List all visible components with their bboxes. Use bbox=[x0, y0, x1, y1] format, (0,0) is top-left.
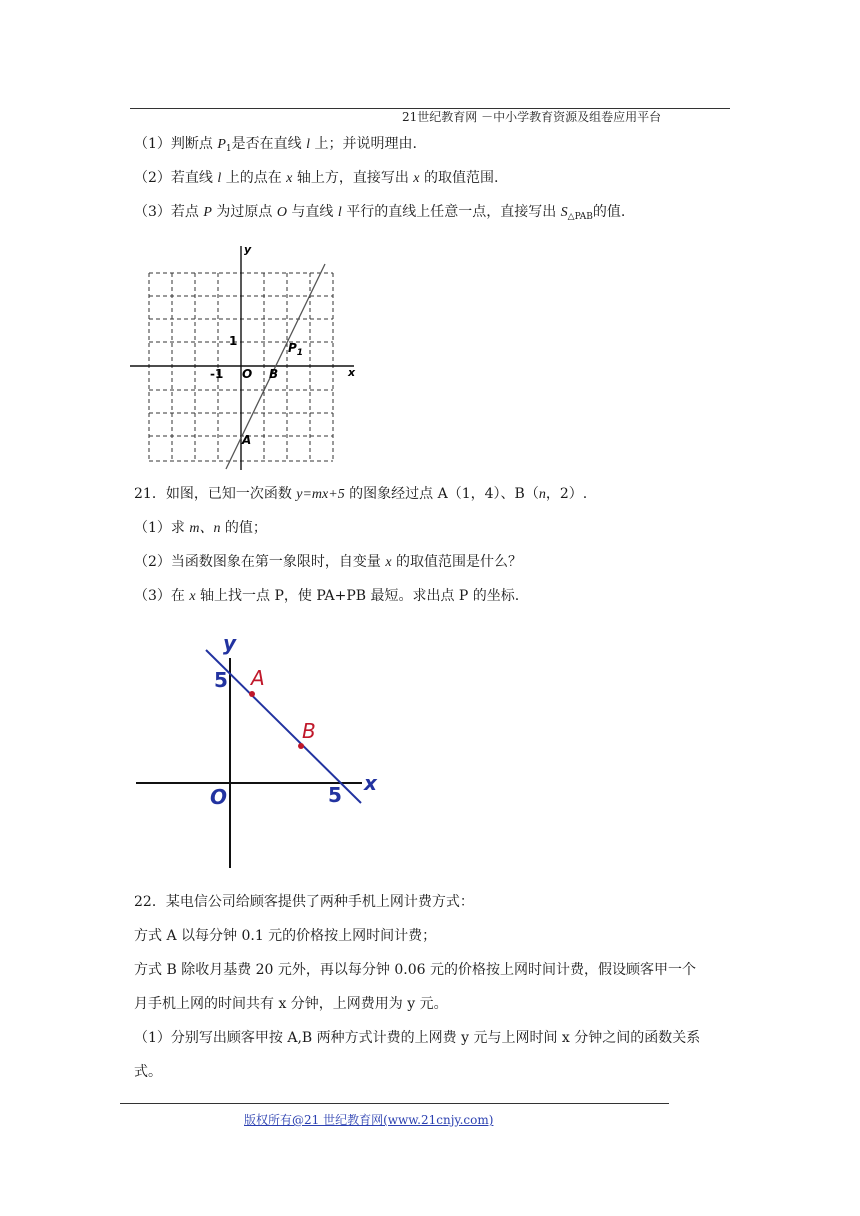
var-x: x bbox=[189, 589, 196, 604]
footer-copyright-link[interactable]: 版权所有@21 世纪教育网(www.21cnjy.com) bbox=[244, 1113, 494, 1127]
text: （1）判断点 bbox=[134, 136, 218, 152]
q22-part1-line1: （1）分别写出顾客甲按 A,B 两种方式计费的上网费 y 元与上网时间 x 分钟之间的函数关系 bbox=[134, 1030, 701, 1046]
q22-mode-b-line1: 方式 B 除收月基费 20 元外，再以每分钟 0.06 元的价格按上网时间计费，假设顾客甲一个 bbox=[134, 962, 696, 978]
subscript: 1 bbox=[225, 144, 232, 154]
header-title: 21世纪教育网 －中小学教育资源及组卷应用平台 bbox=[402, 110, 662, 124]
label-one: 1 bbox=[229, 334, 238, 348]
q22-mode-a: 方式 A 以每分钟 0.1 元的价格按上网时间计费； bbox=[134, 928, 437, 944]
text: （1）求 bbox=[134, 520, 190, 536]
q22-mode-b-line2: 月手机上网的时间共有 x 分钟，上网费用为 y 元。 bbox=[134, 996, 448, 1012]
var-p: P bbox=[217, 137, 226, 152]
text: 是否在直线 bbox=[231, 136, 307, 152]
var-x: x bbox=[286, 171, 293, 186]
text: （3）若点 bbox=[134, 204, 204, 220]
text: 的值； bbox=[220, 520, 267, 536]
text: 上；并说明理由. bbox=[310, 136, 417, 152]
figure-linear-function bbox=[130, 628, 390, 872]
q21-part3 bbox=[134, 586, 519, 607]
label-a: A bbox=[242, 433, 252, 447]
var-s: S bbox=[560, 205, 568, 220]
label-b: B bbox=[269, 367, 279, 381]
label-five-x: 5 bbox=[328, 783, 342, 807]
q20-part1 bbox=[134, 134, 417, 159]
q22-stem: 22．某电信公司给顾客提供了两种手机上网计费方式： bbox=[134, 894, 474, 910]
text: （3）在 bbox=[134, 588, 190, 604]
text: 的值. bbox=[592, 204, 626, 220]
label-y: y bbox=[244, 243, 252, 256]
text: 平行的直线上任意一点，直接写出 bbox=[341, 204, 561, 220]
label-a: A bbox=[251, 666, 265, 690]
figure-grid-line bbox=[126, 240, 366, 472]
var-o: O bbox=[276, 205, 287, 220]
label-p-sub: 1 bbox=[296, 348, 304, 358]
label-x: x bbox=[364, 771, 377, 795]
text: 为过原点 bbox=[211, 204, 277, 220]
q22-part1-line2: 式。 bbox=[134, 1064, 162, 1080]
q21-part2 bbox=[134, 552, 522, 573]
var-l: l bbox=[306, 137, 310, 152]
text: 的取值范围是什么？ bbox=[391, 554, 523, 570]
text: 轴上方，直接写出 bbox=[292, 170, 414, 186]
label-p1 bbox=[288, 341, 303, 358]
text: ，2）. bbox=[545, 486, 588, 502]
text: （2）若直线 bbox=[134, 170, 218, 186]
text: （2）当函数图象在第一象限时，自变量 bbox=[134, 554, 386, 570]
label-b: B bbox=[302, 719, 316, 743]
text: 轴上找一点 P，使 PA+PB 最短。求出点 P 的坐标. bbox=[195, 588, 520, 604]
label-y: y bbox=[223, 631, 237, 655]
q20-part2 bbox=[134, 168, 498, 189]
var-p: P bbox=[203, 205, 212, 220]
q21-stem bbox=[134, 484, 587, 505]
point-a bbox=[249, 691, 255, 697]
label-five-y: 5 bbox=[214, 668, 228, 692]
footer-rule bbox=[120, 1103, 669, 1104]
label-origin: O bbox=[242, 367, 253, 381]
var-mn: m、n bbox=[189, 521, 221, 536]
text: 的取值范围. bbox=[419, 170, 499, 186]
text: 的图象经过点 A（1，4）、B（ bbox=[344, 486, 539, 502]
label-p: P bbox=[288, 341, 297, 355]
subscript: △PAB bbox=[567, 212, 593, 222]
text: 21．如图，已知一次函数 bbox=[134, 486, 297, 502]
label-x: x bbox=[348, 366, 356, 379]
var-n: n bbox=[538, 487, 546, 502]
q21-part1 bbox=[134, 518, 267, 539]
var-x: x bbox=[385, 555, 392, 570]
point-b bbox=[298, 743, 304, 749]
var-l: l bbox=[217, 171, 222, 186]
formula: y=mx+5 bbox=[296, 487, 345, 502]
text: 上的点在 bbox=[221, 170, 287, 186]
var-x: x bbox=[413, 171, 420, 186]
label-neg-one: -1 bbox=[210, 367, 224, 381]
label-origin: O bbox=[210, 785, 228, 809]
text: 与直线 bbox=[286, 204, 338, 220]
q20-part3 bbox=[134, 202, 625, 227]
var-l: l bbox=[337, 205, 342, 220]
